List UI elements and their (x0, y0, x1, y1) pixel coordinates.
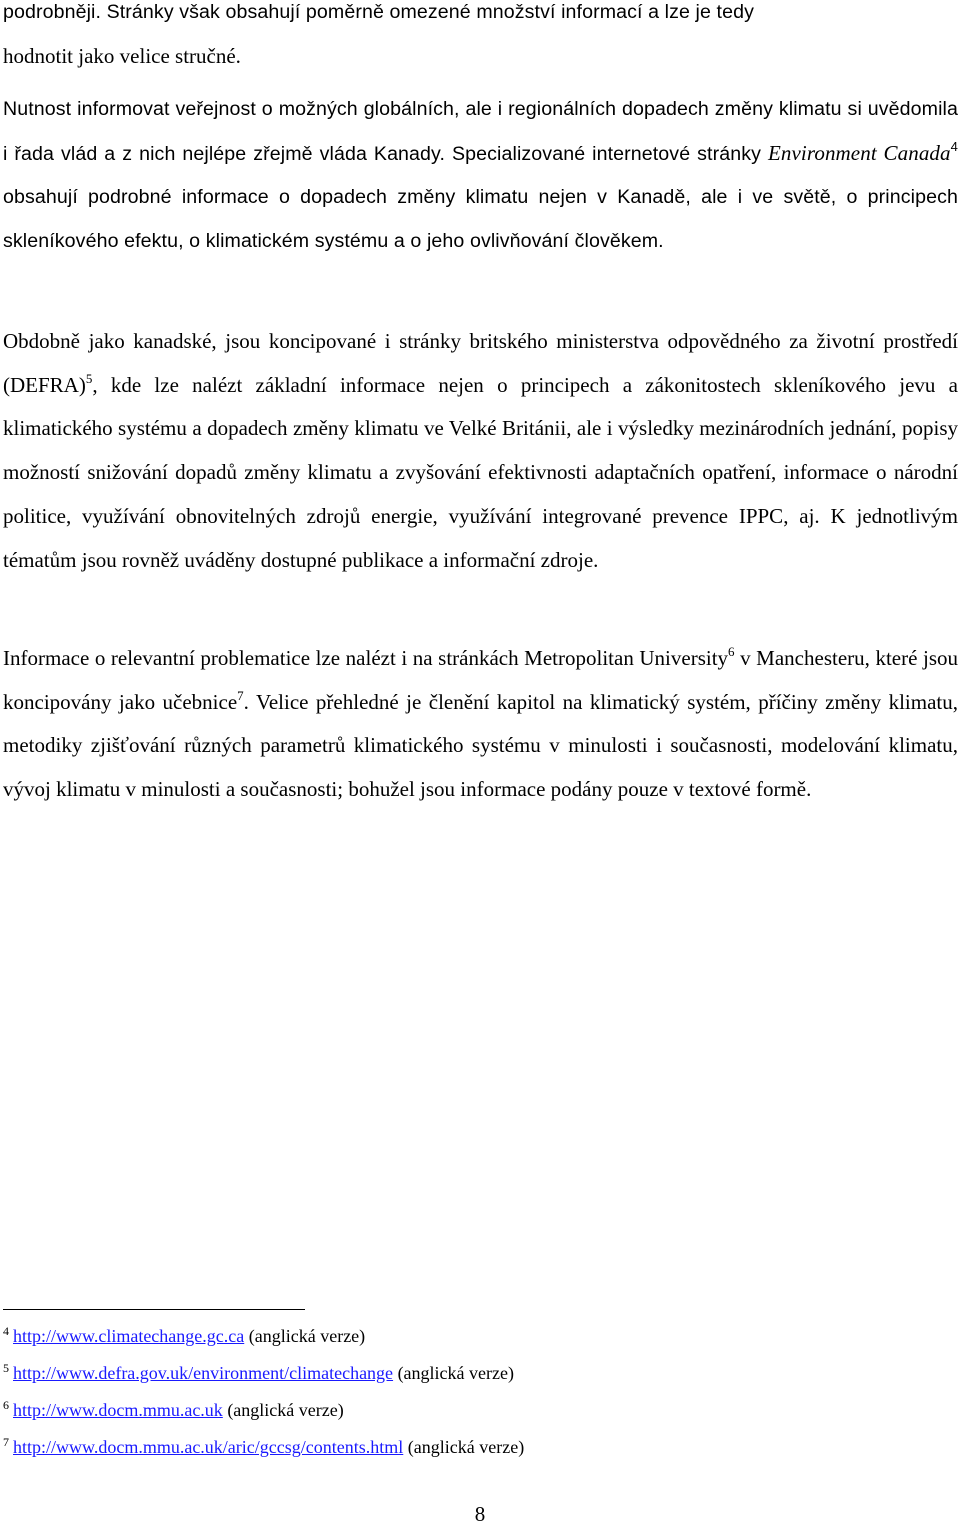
paragraph-3-text-a: Obdobně jako kanadské, jsou koncipované i stránky britského ministerstva odpovědného za životní prostředí (DEFRA) (3, 329, 958, 397)
footnote-ref-6: 6 (728, 644, 735, 659)
footnote-note: (anglická verze) (222, 1400, 344, 1420)
footnote-note: (anglická verze) (403, 1437, 525, 1457)
paragraph-4-text-b: v Manchesteru, které jsou koncipovány jako učebnice (3, 646, 958, 714)
footnote-note: (anglická verze) (393, 1363, 514, 1383)
footnote-number: 6 (3, 1398, 9, 1412)
footnote-5 (3, 1359, 903, 1396)
footnote-6 (3, 1396, 903, 1433)
footnote-4 (3, 1322, 903, 1359)
footnote-link[interactable]: http://www.docm.mmu.ac.uk (13, 1400, 223, 1420)
paragraph-4-text-c: . Velice přehledné je členění kapitol na klimatický systém, příčiny změny klimatu, metodiky zjišťování různých parametrů klimatického systému v minulosti i současnosti, modelování klimatu, vývoj klimatu v minulosti a současnosti; bohužel jsou informace podány pouze v textové formě. (3, 689, 959, 802)
footnote-separator (3, 1309, 305, 1310)
paragraph-1-line-1: podrobněji. Stránky však obsahují poměrně omezené množství informací a lze je tedy (3, 1, 754, 23)
environment-canada-italic: Environment Canada (767, 140, 951, 165)
footnote-ref-7: 7 (237, 687, 244, 703)
footnote-ref-4: 4 (950, 138, 958, 154)
paragraph-3-text-b: , kde lze nalézt základní informace nejen o principech a zákonitostech skleníkového jevu a klimatického systému a dopadech změny klimatu ve Velké Británii, ale i výsledky mezinárodních jednání, popisy možností snižování dopadů změny klimatu a zvyšování efektivnosti adaptačních opatření, informace o národní politice, využívání obnovitelných zdrojů energie, využívání integrované prevence IPPC, aj. K jednotlivým tématům jsou rovněž uváděny dostupné publikace a informační zdroje. (3, 372, 958, 572)
footnote-link[interactable]: http://www.docm.mmu.ac.uk/aric/gccsg/contents.html (13, 1437, 404, 1457)
paragraph-3 (3, 320, 958, 582)
footnote-note: (anglická verze) (244, 1326, 366, 1346)
footnote-link[interactable]: http://www.climatechange.gc.ca (13, 1326, 245, 1346)
paragraph-4-text-a: Informace o relevantní problematice lze nalézt i na stránkách Metropolitan University (3, 646, 729, 670)
paragraph-2 (3, 88, 958, 264)
footnotes (3, 1322, 903, 1470)
footnote-number: 4 (3, 1324, 9, 1338)
footnote-ref-5: 5 (85, 370, 93, 386)
paragraph-2-text-a: Nutnost informovat veřejnost o možných globálních, ale i regionálních dopadech změny klimatu si uvědomila i řada vlád a z nich nejlépe zřejmě vláda Kanady. Specializované internetové stránky (3, 98, 958, 165)
paragraph-1-line-2: hodnotit jako velice stručné. (3, 43, 241, 68)
footnote-link[interactable]: http://www.defra.gov.uk/environment/climatechange (13, 1363, 394, 1383)
footnote-7 (3, 1433, 903, 1470)
page-number: 8 (474, 1502, 486, 1526)
footnote-number: 5 (3, 1361, 9, 1375)
paragraph-1 (3, 0, 958, 78)
paragraph-4 (3, 637, 958, 812)
footnote-number: 7 (3, 1435, 9, 1449)
paragraph-2-text-b: obsahují podrobné informace o dopadech změny klimatu nejen v Kanadě, ale i ve světě, o principech skleníkového efektu, o klimatickém systému a o jeho ovlivňování člověkem. (3, 186, 958, 253)
